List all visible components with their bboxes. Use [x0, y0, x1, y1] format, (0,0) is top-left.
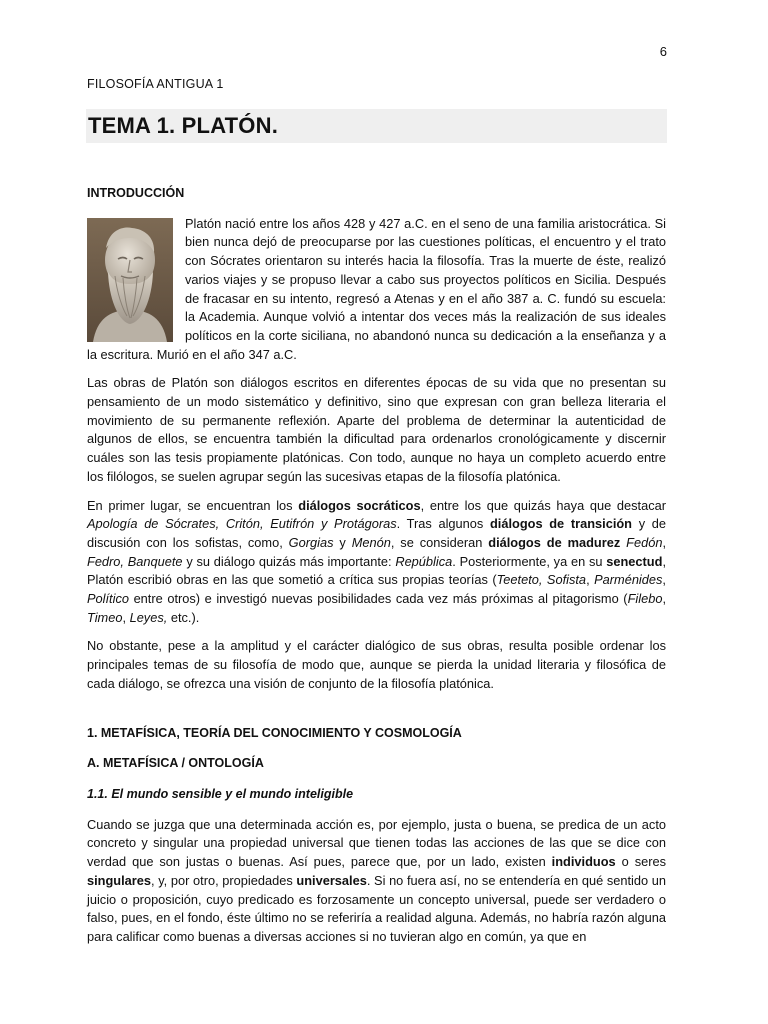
intro-paragraph-4: No obstante, pese a la amplitud y el carácter dialógico de sus obras, resulta posible ordenar los principales temas de su filosofía de modo que, aunque se pierda la unidad literaria y filosófica de cada diálogo, se ofrezca una visión de conjunto de la filosofía platónica. — [87, 638, 666, 691]
page-title: TEMA 1. PLATÓN. — [88, 113, 278, 138]
plato-bust-image — [87, 218, 173, 342]
title-band — [86, 109, 667, 143]
page-number: 6 — [659, 44, 667, 59]
intro-heading: INTRODUCCIÓN — [87, 186, 185, 200]
intro-paragraph-3: En primer lugar, se encuentran los diálogos socráticos, entre los que quizás haya que destacar Apología de Sócrates, Critón, Eutifrón y Protágoras. Tras algunos diálogos de transición y de discusión con los sofistas, como, Gorgias y Menón, se consideran diálogos de madurez Fedón, Fedro, Banquete y su diálogo quizás más importante: República. Posteriormente, ya en su senectud, Platón escribió obras en las que sometió a crítica sus propias teorías (Teeteto, Sofista, Parménides, Político entre otros) e investigó nuevas posibilidades cada vez más próximas al pitagorismo (Filebo, Timeo, Leyes, etc.). — [87, 497, 667, 625]
section-a-heading: A. METAFÍSICA / ONTOLOGÍA — [87, 756, 264, 771]
subsection-1-1-heading: 1.1. El mundo sensible y el mundo inteligible — [87, 786, 354, 801]
section-1-heading: 1. METAFÍSICA, TEORÍA DEL CONOCIMIENTO Y COSMOLOGÍA — [87, 725, 462, 740]
intro-paragraph-2: Las obras de Platón son diálogos escritos en diferentes épocas de su vida que no presentan su pensamiento de un modo sistemático y definitivo, sino que expresan con gran belleza literaria el movimiento de su permanente reflexión. Aparte del problema de determinar la autenticidad de algunos de ellos, se encuentra también la dificultad para ordenarlos cronológicamente y discernir cuáles son las tesis propiamente platónicas. Con todo, aunque no haya un completo acuerdo entre los filólogos, se suelen agrupar según las sucesivas etapas de la filosofía platónica. — [87, 375, 666, 484]
section-1-paragraph-1: Cuando se juzga que una determinada acción es, por ejemplo, justa o buena, se predica de un acto concreto y singular una propiedad universal que tienen todas las acciones de las que se dice con verdad que son justas o buenas. Así pues, parece que, por un lado, existen individuos o seres singulares, y, por otro, propiedades universales. Si no fuera así, no se entendería en qué sentido un juicio o proposición, cuyo predicado es forzosamente un concepto universal, puede ser verdadero o falso, pues, en el fondo, éste último no se referiría a realidad alguna. Además, no habría razón alguna para calificar como buenas a diversas acciones si no tuvieran algo en común, ya que en — [87, 816, 666, 944]
running-header: FILOSOFÍA ANTIGUA 1 — [87, 77, 224, 91]
document-body — [87, 184, 666, 947]
intro-paragraph-1: Platón nació entre los años 428 y 427 a.C. en el seno de una familia aristocrática. Si bien nunca dejó de preocuparse por las cuestiones políticas, el encuentro y el trato con Sócrates orientaron su interés hacia la filosofía. Tras la muerte de éste, realizó varios viajes y se propuso llevar a cabo sus proyectos políticos en Sicilia. Después de fracasar en su intento, regresó a Atenas y en el año 387 a. C. fundó su escuela: la Academia. Aunque volvió a intentar dos veces más la realización de sus ideales políticos en la corte siciliana, no abandonó nunca su dedicación a la enseñanza y a la escritura. Murió en el año 347 a.C. — [87, 215, 666, 362]
